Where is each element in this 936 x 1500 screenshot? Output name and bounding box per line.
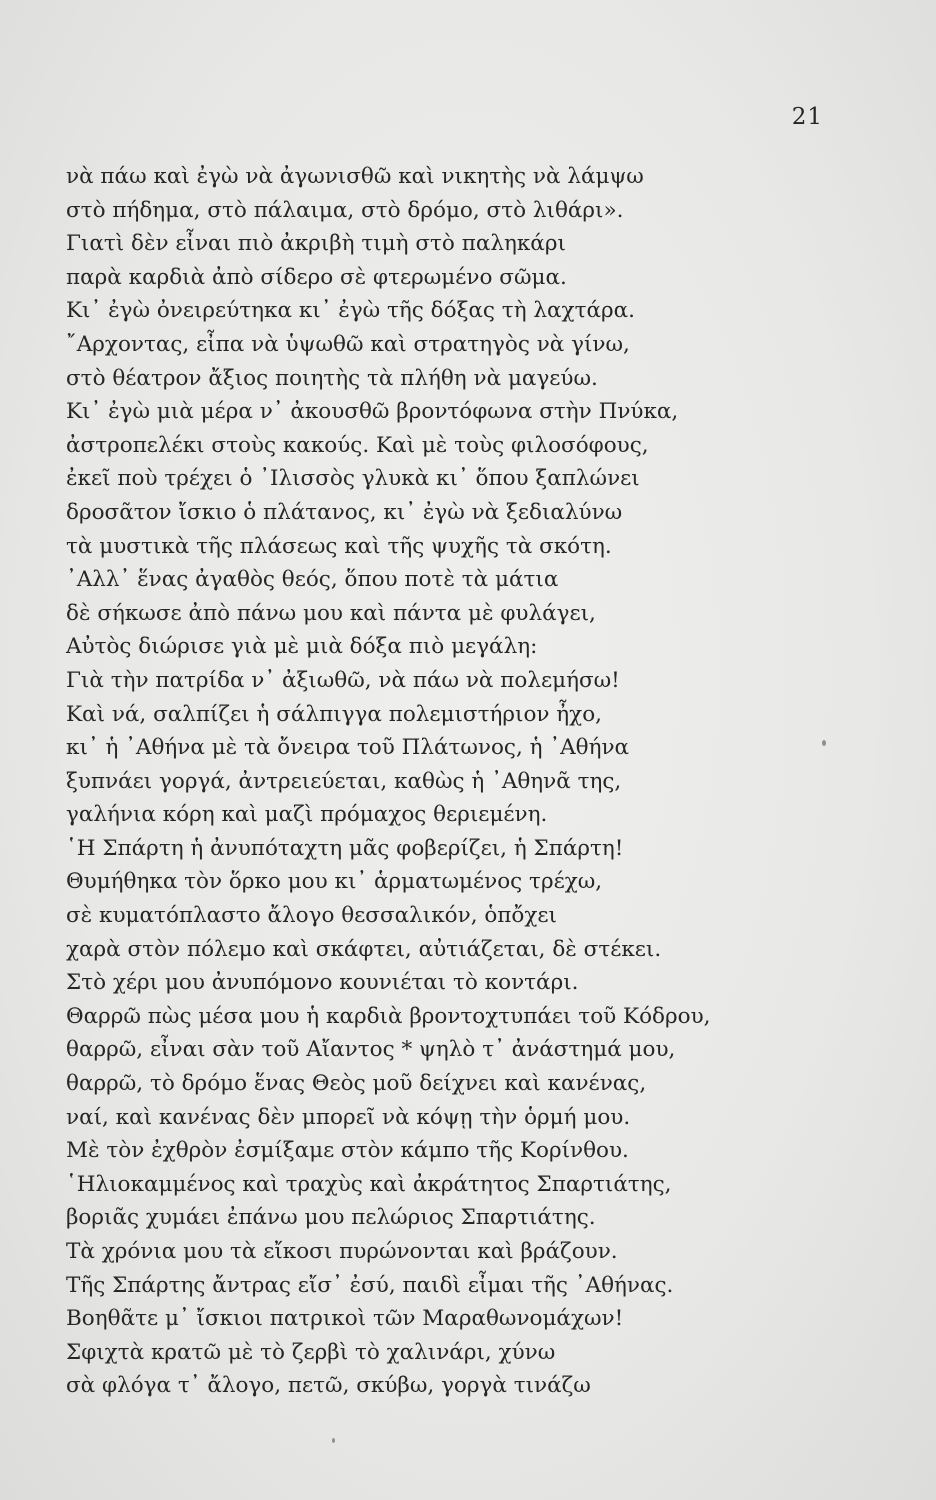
- page-number: 21: [791, 104, 823, 130]
- poem-line: γαλήνια κόρη καὶ μαζὶ πρόμαχος θεριεμένη.: [66, 802, 548, 828]
- poem-line: Κι᾽ ἐγὼ μιὰ μέρα ν᾽ ἀκουσθῶ βροντόφωνα στὴν Πνύκα,: [66, 399, 679, 425]
- poem-line: Τῆς Σπάρτης ἄντρας εἴσ᾽ ἐσύ, παιδὶ εἶμαι τῆς ᾽Αθήνας.: [66, 1272, 674, 1298]
- poem-line: θαρρῶ, εἶναι σὰν τοῦ Αἴαντος * ψηλὸ τ᾽ ἀνάστημά μου,: [66, 1037, 676, 1063]
- poem-line: ναί, καὶ κανένας δὲν μπορεῖ νὰ κόψῃ τὴν ὁρμή μου.: [66, 1104, 631, 1130]
- ink-speck: [332, 1438, 335, 1443]
- poem-line: Τὰ χρόνια μου τὰ εἴκοσι πυρώνονται καὶ βράζουν.: [66, 1239, 618, 1264]
- poem-line: Βοηθᾶτε μ᾽ ἴσκιοι πατρικοὶ τῶν Μαραθωνομάχων!: [66, 1306, 624, 1332]
- poem-line: σὰ φλόγα τ᾽ ἄλογο, πετῶ, σκύβω, γοργὰ τινάζω: [66, 1373, 591, 1399]
- poem-line: Κι᾽ ἐγὼ ὀνειρεύτηκα κι᾽ ἐγὼ τῆς δόξας τὴ λαχτάρα.: [66, 298, 635, 324]
- poem-line: σὲ κυματόπλαστο ἄλογο θεσσαλικόν, ὁπὄχει: [66, 903, 557, 929]
- poem-line: ᾽Αλλ᾽ ἕνας ἀγαθὸς θεός, ὅπου ποτὲ τὰ μάτια: [66, 567, 559, 593]
- poem-line: ἀστροπελέκι στοὺς κακούς. Καὶ μὲ τοὺς φιλοσόφους,: [66, 432, 649, 458]
- poem-line: χαρὰ στὸν πόλεμο καὶ σκάφτει, αὐτιάζεται, δὲ στέκει.: [66, 936, 662, 962]
- poem-line: ξυπνάει γοργά, ἀντρειεύεται, καθὼς ἡ ᾽Αθηνᾶ της,: [66, 768, 622, 794]
- poem-line: δροσᾶτον ἴσκιο ὁ πλάτανος, κι᾽ ἐγὼ νὰ ξεδιαλύνω: [66, 499, 623, 525]
- poem-line: ῎Αρχοντας, εἶπα νὰ ὑψωθῶ καὶ στρατηγὸς νὰ γίνω,: [66, 331, 630, 357]
- poem-line: βοριᾶς χυμάει ἐπάνω μου πελώριος Σπαρτιάτης.: [66, 1205, 596, 1231]
- poem-line: Θαρρῶ πὼς μέσα μου ἡ καρδιὰ βροντοχτυπάει τοῦ Κόδρου,: [66, 1003, 711, 1029]
- poem-text: [66, 160, 856, 1403]
- poem-line: Γιατὶ δὲν εἶναι πιὸ ἀκριβὴ τιμὴ στὸ παληκάρι: [66, 231, 566, 257]
- poem-line: δὲ σήκωσε ἀπὸ πάνω μου καὶ πάντα μὲ φυλάγει,: [66, 600, 596, 626]
- poem-line: Γιὰ τὴν πατρίδα ν᾽ ἀξιωθῶ, νὰ πάω νὰ πολεμήσω!: [66, 667, 620, 693]
- ink-speck: [822, 740, 826, 746]
- poem-line: νὰ πάω καὶ ἐγὼ νὰ ἀγωνισθῶ καὶ νικητὴς νὰ λάμψω: [66, 164, 644, 189]
- poem-line: στὸ θέατρον ἄξιος ποιητὴς τὰ πλήθη νὰ μαγεύω.: [66, 365, 598, 391]
- poem-line: Καὶ νά, σαλπίζει ἡ σάλπιγγα πολεμιστήριον ἦχο,: [66, 701, 602, 727]
- poem-line: ἐκεῖ ποὺ τρέχει ὁ ᾽Ιλισσὸς γλυκὰ κι᾽ ὅπου ξαπλώνει: [66, 466, 640, 492]
- poem-line: στὸ πήδημα, στὸ πάλαιμα, στὸ δρόμο, στὸ λιθάρι».: [66, 197, 624, 223]
- poem-line: Στὸ χέρι μου ἀνυπόμονο κουνιέται τὸ κοντάρι.: [66, 970, 579, 996]
- poem-line: θαρρῶ, τὸ δρόμο ἕνας Θεὸς μοῦ δείχνει καὶ κανένας,: [66, 1071, 647, 1097]
- poem-line: Μὲ τὸν ἐχθρὸν ἐσμίξαμε στὸν κάμπο τῆς Κορίνθου.: [66, 1138, 629, 1164]
- poem-line: ῾Ηλιοκαμμένος καὶ τραχὺς καὶ ἀκράτητος Σπαρτιάτης,: [66, 1171, 672, 1197]
- poem-line: κι᾽ ἡ ᾽Αθήνα μὲ τὰ ὄνειρα τοῦ Πλάτωνος, ἡ ᾽Αθήνα: [66, 735, 630, 761]
- poem-line: παρὰ καρδιὰ ἀπὸ σίδερο σὲ φτερωμένο σῶμα.: [66, 264, 567, 290]
- poem-line: Αὐτὸς διώρισε γιὰ μὲ μιὰ δόξα πιὸ μεγάλη:: [66, 634, 538, 660]
- poem-line: τὰ μυστικὰ τῆς πλάσεως καὶ τῆς ψυχῆς τὰ σκότη.: [66, 533, 612, 559]
- poem-line: ῾Η Σπάρτη ἡ ἀνυπόταχτη μᾶς φοβερίζει, ἡ Σπάρτη!: [66, 835, 624, 861]
- poem-line: Θυμήθηκα τὸν ὅρκο μου κι᾽ ἁρματωμένος τρέχω,: [66, 869, 603, 895]
- poem-line: Σφιχτὰ κρατῶ μὲ τὸ ζερβὶ τὸ χαλινάρι, χύνω: [66, 1339, 556, 1365]
